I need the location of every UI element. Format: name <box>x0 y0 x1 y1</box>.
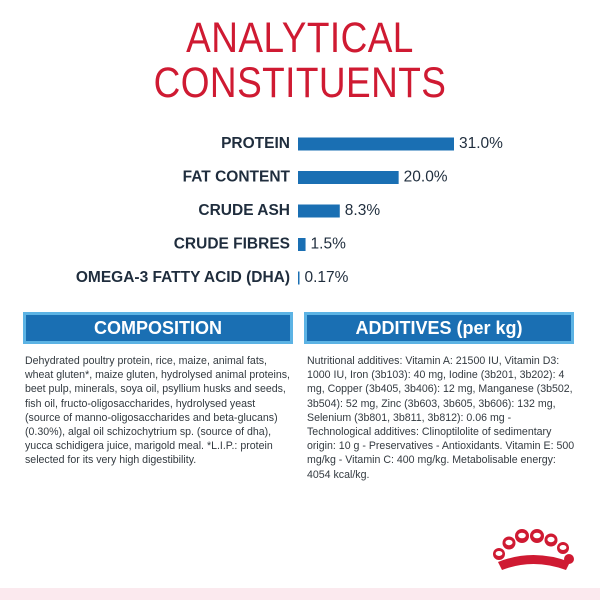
value-label: 31.0% <box>459 135 503 152</box>
page-title-line-2: CONSTITUENTS <box>153 59 447 107</box>
page-title-line-1: ANALYTICAL <box>186 14 414 62</box>
bar <box>298 238 306 251</box>
category-label: CRUDE ASH <box>198 202 290 219</box>
additives-header: ADDITIVES (per kg) <box>304 312 574 344</box>
background-watermark <box>0 40 70 110</box>
bar <box>298 205 340 218</box>
bar-chart <box>0 125 600 300</box>
additives-text: Nutritional additives: Vitamin A: 21500 IU, Vitamin D3: 1000 IU, Iron (3b103): 40 mg, Iodine (3b201, 3b202): 4 mg, Copper (3b405, 3b406): 12 mg, Manganese (3b502, 3b504): 52 mg, Zinc (3b603, 3b605, 3b606): 132 mg, Selenium (3b801, 3b811, 3b812): 0.06 mg - Technological additives: Clinoptilolite of sedimentary origin: 10 g - Preservatives - Antioxidants. Vitamin E: 500 mg/kg - Vitamin C: 400 mg/kg. Metabolisable energy: 4054 kcal/kg. <box>307 355 575 481</box>
category-label: FAT CONTENT <box>182 168 290 186</box>
bottom-strip <box>0 588 600 600</box>
bar <box>298 171 399 184</box>
bar <box>298 138 454 151</box>
value-label: 20.0% <box>403 168 448 186</box>
category-label: CRUDE FIBRES <box>173 235 290 253</box>
value-label: 8.3% <box>344 202 381 219</box>
bar <box>298 272 300 285</box>
value-label: 1.5% <box>310 235 346 253</box>
category-label: OMEGA-3 FATTY ACID (DHA) <box>75 269 290 286</box>
composition-header: COMPOSITION <box>23 312 293 344</box>
category-label: PROTEIN <box>221 135 290 152</box>
composition-text: Dehydrated poultry protein, rice, maize, animal fats, wheat gluten*, maize gluten, hydrolysed animal proteins, beet pulp, minerals, soya oil, psyllium husks and seeds, fish oil, fructo-oligosaccharides, hydrolysed yeast (source of manno-oligosaccharides and beta-glucans) (0.30%), algal oil schizochytrium sp. (source of dha), yucca schidigera juice, marigold meal. *L.I.P.: protein selected for its very high digestibility. <box>25 355 290 467</box>
royal-canin-crown-icon <box>490 528 576 576</box>
value-label: 0.17% <box>304 269 349 286</box>
